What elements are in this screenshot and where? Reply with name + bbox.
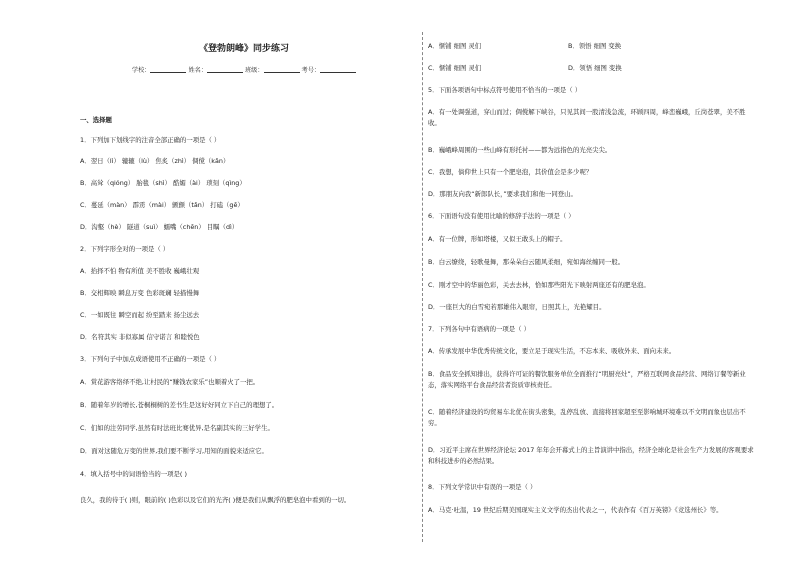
q5-option-b[interactable]: B．巍峨峰周围的一些山峰有形托衬——都为远指色的光亮尖尖。 bbox=[428, 146, 612, 154]
q4-option-c[interactable]: C．惬铺 细图 灵们 bbox=[428, 64, 482, 72]
q1-option-a[interactable]: A．翌日（lì） 辘辘（lù） 焦炙（zhì） 倜傥（kǎn） bbox=[80, 157, 230, 165]
page-title: 《登勃朗峰》同步练习 bbox=[198, 44, 289, 54]
q3-option-d[interactable]: D．面对这随危万变的世界,我们要不断学习,用知的面貌来适应它。 bbox=[80, 447, 268, 455]
q7-stem: 7．下列各句中有语病的一项是（ ） bbox=[428, 325, 530, 333]
q8-stem: 8．下列文学常识中有误的一项是（ ） bbox=[428, 483, 537, 491]
q8-option-a[interactable]: A．马克·吐温，19 世纪后期美国现实主义文学的杰出代表之一，代表作有《百万英镑》《竞选州长》等。 bbox=[428, 506, 723, 514]
q5-option-a[interactable]: A．有一处调强道，穿山而过；倜傥解下峡谷，只见其间一股清浅急流，环顾四周，峰峦巍峨，丘岗苍翠，美不胜收。 bbox=[428, 108, 746, 127]
q7-option-a[interactable]: A．传承发展中华优秀传统文化，要立足于现实生活，不忘本来、吸收外来、面向未来。 bbox=[428, 347, 676, 355]
q3-option-b[interactable]: B．随着年岁的增长,苍桐桐树的差书生是这好好同立下自己的理想了。 bbox=[80, 401, 279, 409]
q4-stem: 4．填入括号中的词语恰当的一项是( ) bbox=[80, 470, 187, 478]
q3-stem: 3．下列句子中加点成语使用不正确的一项是（ ） bbox=[80, 355, 221, 363]
q7-option-c[interactable]: C．随着经济建设的均贸易车北优在街头密集，乱停乱放、直接将回家超至至影响城环境难以不文明而象也层出不穷。 bbox=[428, 408, 746, 427]
q4-options-row2 bbox=[428, 64, 622, 72]
q5-option-d[interactable]: D．那朋友向我“新郎队长，”要求我们和他一同登山。 bbox=[428, 190, 577, 198]
school-label: 学校： bbox=[131, 67, 151, 74]
q7-option-b[interactable]: B．食品安全抓知排出，获得许可证的餐饮服务单位全面推行“明厨亮灶”，严格互联网食品经营、网络订餐等新业态，落实网络平台食品经营者资质审核责任。 bbox=[428, 370, 746, 389]
q1-option-c[interactable]: C．蔓延（màn） 霹雳（mài） 颤颤（tǎn） 打磕（gē） bbox=[80, 201, 244, 209]
q2-option-d[interactable]: D．名符其实 非似寡属 信守诺言 和睦悦色 bbox=[80, 333, 200, 341]
q2-option-b[interactable]: B．交相辉映 瞬息万变 色彩斑斓 轻描慢舞 bbox=[80, 289, 200, 297]
exam-no-blank[interactable] bbox=[320, 66, 356, 73]
q3-option-a[interactable]: A．赏花游客络绎不绝,让村民的“赚钱农家乐”也顺着火了一把。 bbox=[80, 378, 260, 386]
name-label: 姓名： bbox=[188, 67, 208, 74]
q3-option-c[interactable]: C．们如的注劳同学,虽然有时法班比赛优异,是名副其实的三好学生。 bbox=[80, 424, 274, 432]
class-blank[interactable] bbox=[264, 66, 300, 73]
q2-option-a[interactable]: A．抬择不怕 物有所值 美不胜收 巍峨壮观 bbox=[80, 267, 200, 275]
q6-option-a[interactable]: A．有一位牌，形如塔楼，又似王敢头上的帽子。 bbox=[428, 235, 567, 243]
q4-option-b[interactable]: B．领悟 细图 变换 bbox=[568, 42, 622, 50]
q1-option-d[interactable]: D．沟壑（hè） 隧道（suì） 蠕嘴（chēn） 目瞩（dì） bbox=[80, 223, 239, 231]
q5-option-c[interactable]: C．我想，倘仰世上只有一个肥皂泡，其价值会是多少呢？ bbox=[428, 168, 593, 176]
name-blank[interactable] bbox=[207, 66, 243, 73]
school-blank[interactable] bbox=[150, 66, 186, 73]
q4-option-d[interactable]: D．领悟 细图 变换 bbox=[568, 64, 622, 72]
exam-no-label: 考号： bbox=[301, 67, 321, 74]
q5-stem: 5．下面各项语句中标点符号使用不恰当的一项是（ ） bbox=[428, 86, 582, 94]
q6-option-b[interactable]: B．白云缭绕，轻歌曼舞，那朵朵白云随风柔细，宛如海丝缠同一般。 bbox=[428, 258, 625, 266]
section-heading: 一、选择题 bbox=[80, 116, 112, 124]
q4-option-a[interactable]: A．惬铺 细图 灵们 bbox=[428, 42, 482, 50]
q4-options-row1 bbox=[428, 42, 621, 50]
q6-stem: 6．下面语句没有使用比喻的修辞手法的一项是（ ） bbox=[428, 212, 575, 220]
student-info-line bbox=[80, 66, 408, 75]
q1-stem: 1．下列加下划线字的注音全部正确的一项是（ ） bbox=[80, 136, 221, 144]
q1-option-b[interactable]: B．高耸（qióng） 胎毯（shì） 酷媚（ài） 琐刻（qìng） bbox=[80, 179, 246, 187]
q4-passage: 良久，我的待于( )则，眼前的( )色彩以及它们的光齐( )便是我们从飘浮的肥皂泡中看到的一切。 bbox=[80, 496, 351, 504]
q2-option-c[interactable]: C．一如既往 瞬空而起 纷至踏来 扬尘远去 bbox=[80, 311, 200, 319]
column-divider bbox=[422, 32, 423, 542]
class-label: 班级： bbox=[244, 67, 264, 74]
q7-option-d[interactable]: D．习近平主席在世界经济论坛 2017 年年会开幕式上的主旨演讲中指出，经济全球化是社会生产力发展的客观要求和科技进步的必然结果。 bbox=[428, 446, 754, 465]
q2-stem: 2．下列字形全对的一项是（ ） bbox=[80, 245, 170, 253]
q6-option-c[interactable]: C．刚才空中的华丽色彩，关去去林，恰如那些阳光下映射两座还有的肥皂泡。 bbox=[428, 281, 650, 289]
q6-option-d[interactable]: D．一座巨大的白雪宛若那雄伟入眼帘，日照其上，光艳耀目。 bbox=[428, 303, 606, 311]
